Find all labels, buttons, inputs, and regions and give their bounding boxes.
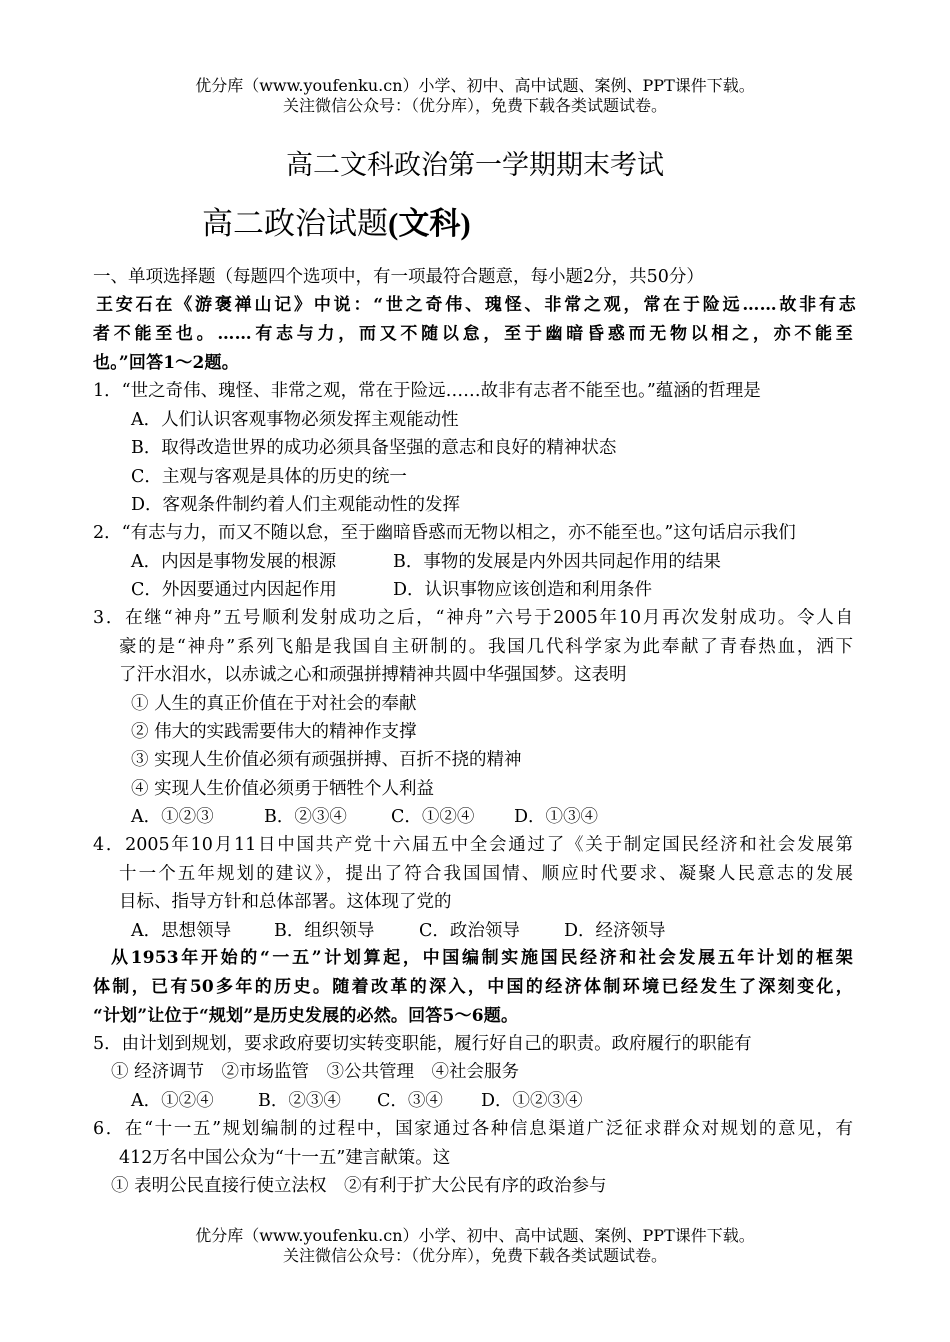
q1-stem: 1．“世之奇伟、瑰怪、非常之观，常在于险远……故非有志者不能至也。”蕴涵的哲理是 (93, 381, 761, 401)
q4-options (131, 920, 666, 942)
passage2-line-3: “计划”让位于“规划”是历史发展的必然。回答5～6题。 (93, 1006, 519, 1026)
passage1-line-3: 也。”回答1～2题。 (93, 353, 239, 373)
q4-stem-line-3: 目标、指导方针和总体部署。这体现了党的 (119, 892, 452, 912)
q3-options (131, 806, 598, 828)
q3-item-4: ④ 实现人生价值必须勇于牺牲个人利益 (131, 779, 435, 799)
q4-stem-line-2: 十一个五年规划的建议》，提出了符合我国国情、顺应时代要求、凝聚人民意志的发展 (119, 864, 853, 884)
q3-item-1: ① 人生的真正价值在于对社会的奉献 (131, 694, 417, 714)
section-heading: 一、单项选择题（每题四个选项中，有一项最符合题意，每小题2分，共50分） (93, 267, 704, 287)
q2-option-d: D．认识事物应该创造和利用条件 (393, 580, 653, 600)
q3-option-c: C．①②④ (391, 807, 475, 827)
passage2-line-2: 体制，已有50多年的历史。随着改革的深入，中国的经济体制环境已经发生了深刻变化， (93, 977, 853, 997)
q3-option-b: B．②③④ (264, 807, 347, 827)
passage2-line-1: 从1953年开始的“一五”计划算起，中国编制实施国民经济和社会发展五年计划的框架 (111, 948, 853, 968)
footer-line-1: 优分库（www.youfenku.cn）小学、初中、高中试题、案例、PPT课件下载。 (195, 1226, 755, 1245)
q6-items: ① 表明公民直接行使立法权 ②有利于扩大公民有序的政治参与 (111, 1176, 607, 1196)
header-line-2: 关注微信公众号：（优分库），免费下载各类试题试卷。 (282, 96, 667, 115)
q5-option-d: D．①②③④ (481, 1091, 583, 1111)
q2-option-c: C．外因要通过内因起作用 (131, 580, 337, 600)
footer-line-2: 关注微信公众号：（优分库），免费下载各类试题试卷。 (282, 1246, 667, 1265)
q1-option-a: A．人们认识客观事物必须发挥主观能动性 (131, 410, 459, 430)
q1-option-c: C．主观与客观是具体的历史的统一 (131, 467, 407, 487)
q5-option-a: A．①②④ (131, 1091, 214, 1111)
q3-stem-line-3: 了汗水泪水，以赤诚之心和顽强拼搏精神共圆中华强国梦。这表明 (119, 665, 627, 685)
passage1-line-2: 者不能至也。……有志与力，而又不随以怠，至于幽暗昏惑而无物以相之，亦不能至 (93, 324, 853, 344)
q5-option-c: C．③④ (377, 1091, 443, 1111)
q5-stem: 5．由计划到规划，要求政府要切实转变职能，履行好自己的职责。政府履行的职能有 (93, 1034, 752, 1054)
q4-stem-line-1: 4．2005年10月11日中国共产党十六届五中全会通过了《关于制定国民经济和社会发展第 (93, 835, 853, 855)
q3-item-2: ② 伟大的实践需要伟大的精神作支撑 (131, 722, 417, 742)
subtitle-main: 高二政治试题 (202, 206, 388, 242)
q4-option-a: A．思想领导 (131, 921, 232, 941)
header-line-1: 优分库（www.youfenku.cn）小学、初中、高中试题、案例、PPT课件下载。 (195, 76, 755, 95)
q5-options (131, 1090, 583, 1112)
q2-stem: 2．“有志与力，而又不随以怠，至于幽暗昏惑而无物以相之，亦不能至也。”这句话启示我们 (93, 523, 796, 543)
q4-option-b: B．组织领导 (274, 921, 375, 941)
q5-items: ① 经济调节 ②市场监管 ③公共管理 ④社会服务 (111, 1062, 520, 1082)
q1-option-d: D．客观条件制约着人们主观能动性的发挥 (131, 495, 461, 515)
subtitle-suffix: (文科) (388, 206, 471, 241)
passage1-line-1: 王安石在《游褒禅山记》中说：“世之奇伟、瑰怪、非常之观，常在于险远……故非有志 (96, 295, 856, 315)
q4-option-d: D．经济领导 (564, 921, 666, 941)
q3-option-d: D．①③④ (514, 807, 599, 827)
q2-option-b: B．事物的发展是内外因共同起作用的结果 (393, 552, 721, 572)
q6-stem-line-2: 412万名中国公众为“十一五”建言献策。这 (119, 1148, 451, 1168)
exam-subtitle (202, 198, 471, 243)
q5-option-b: B．②③④ (258, 1091, 341, 1111)
q3-stem-line-2: 豪的是“神舟”系列飞船是我国自主研制的。我国几代科学家为此奉献了青春热血，洒下 (119, 637, 853, 657)
q4-option-c: C．政治领导 (419, 921, 520, 941)
q2-option-a: A．内因是事物发展的根源 (131, 552, 337, 572)
q3-option-a: A．①②③ (131, 807, 214, 827)
q6-stem-line-1: 6．在“十一五”规划编制的过程中，国家通过各种信息渠道广泛征求群众对规划的意见，有 (93, 1119, 853, 1139)
q3-stem-line-1: 3．在继“神舟”五号顺利发射成功之后，“神舟”六号于2005年10月再次发射成功。令人自 (93, 608, 853, 628)
exam-title: 高二文科政治第一学期期末考试 (286, 150, 664, 181)
q3-item-3: ③ 实现人生价值必须有顽强拼搏、百折不挠的精神 (131, 750, 522, 770)
q1-option-b: B．取得改造世界的成功必须具备坚强的意志和良好的精神状态 (131, 438, 617, 458)
